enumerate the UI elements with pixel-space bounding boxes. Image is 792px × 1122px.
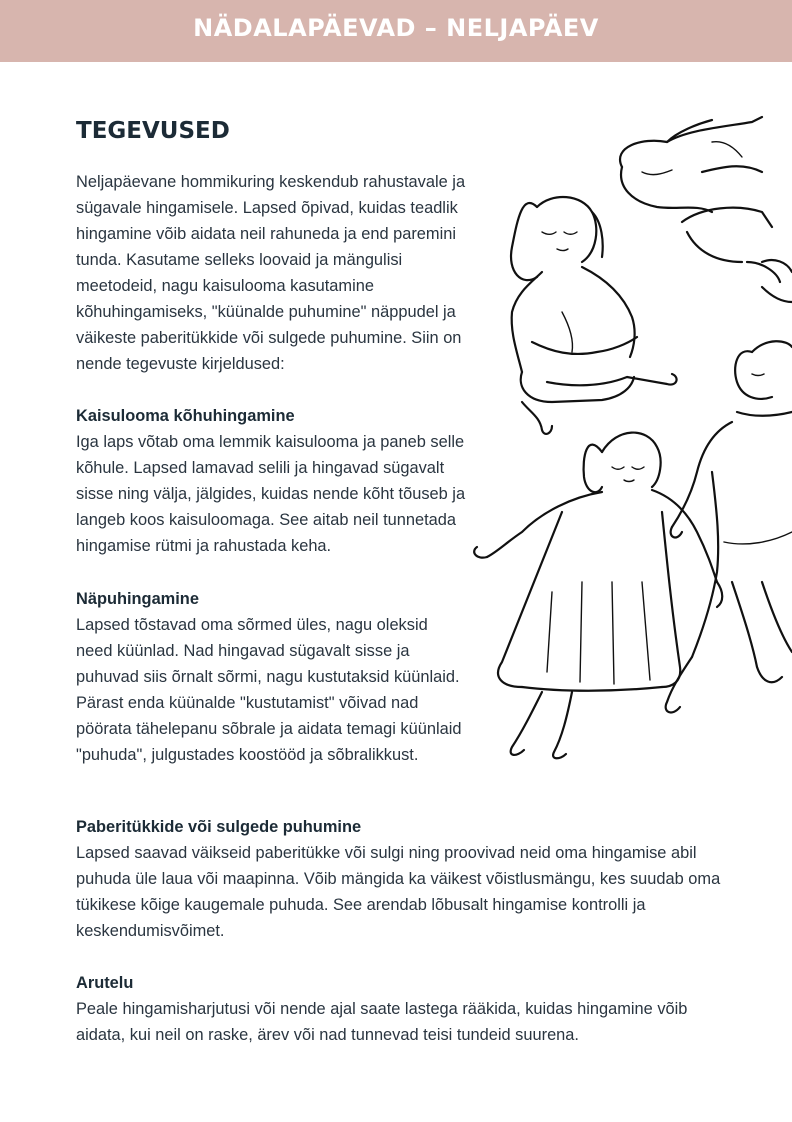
activity-title-3: Paberitükkide või sulgede puhumine [76,818,362,836]
activity-text-2: Lapsed tõstavad oma sõrmed üles, nagu oleksid need küünlad. Nad hingavad sügavalt sisse ja puhuvad siis õrnalt sõrmi, nagu kustutaksid küünlaid. Pärast enda küünalde "kustutamist" võivad nad pöörata tähelepanu sõbrale ja aidata temagi küünlaid "puhuda", julgustades koostööd ja sõbralikkust. [76,616,462,764]
activity-text-4: Peale hingamisharjutusi või nende ajal saate lastega rääkida, kuidas hingamine võib aidata, kui neil on raske, ärev või nad tunnevad teisi tundeid suurena. [76,1000,688,1044]
activity-text-1: Iga laps võtab oma lemmik kaisulooma ja paneb selle kõhule. Lapsed lamavad selili ja hingavad sügavalt sisse ning välja, jälgides, kuidas nende kõht tõuseb ja langeb koos kaisuloomaga. See aitab neil tunnetada hingamise rütmi ja rahustada keha. [76,433,466,555]
activity-text-3: Lapsed saavad väikseid paberitükke või sulgi ning proovivad neid oma hingamise abil puhuda üle laua või maapinna. Võib mängida ka väikest võistlusmängu, kes suudab oma tükikese kõige kaugemale puhuda. See arendab lõbusalt hingamise kontrolli ja keskendumisvõimet. [76,844,721,940]
intro-paragraph: Neljapäevane hommikuring keskendub rahustavale ja sügavale hingamisele. Lapsed õpivad, kuidas teadlik hingamine võib aidata neil rahuneda ja end paremini tunda. Kasutame selleks loovaid ja mängulisi meetodeid, nagu kaisulooma kasutamine kõhuhingamiseks, "küünalde puhumine" näppudel ja väikeste paberitükkide või sulgede puhumine. Siin on nende tegevuste kirjeldused: [76,173,466,373]
children-lying-down-icon [462,112,792,762]
children-illustration [462,112,792,762]
activity-title-4: Arutelu [76,974,134,992]
activity-title-1: Kaisulooma kõhuhingamine [76,407,295,425]
child-top-right-drawing [620,117,792,302]
child-boy-drawing [666,341,792,712]
page-header-title: NÄDALAPÄEVAD – NELJAPÄEV [193,14,599,42]
child-dress-drawing [474,433,722,759]
section-title: TEGEVUSED [76,118,230,144]
activity-title-2: Näpuhingamine [76,590,199,608]
header-bar [0,0,792,62]
child-sitting-drawing [511,197,677,434]
